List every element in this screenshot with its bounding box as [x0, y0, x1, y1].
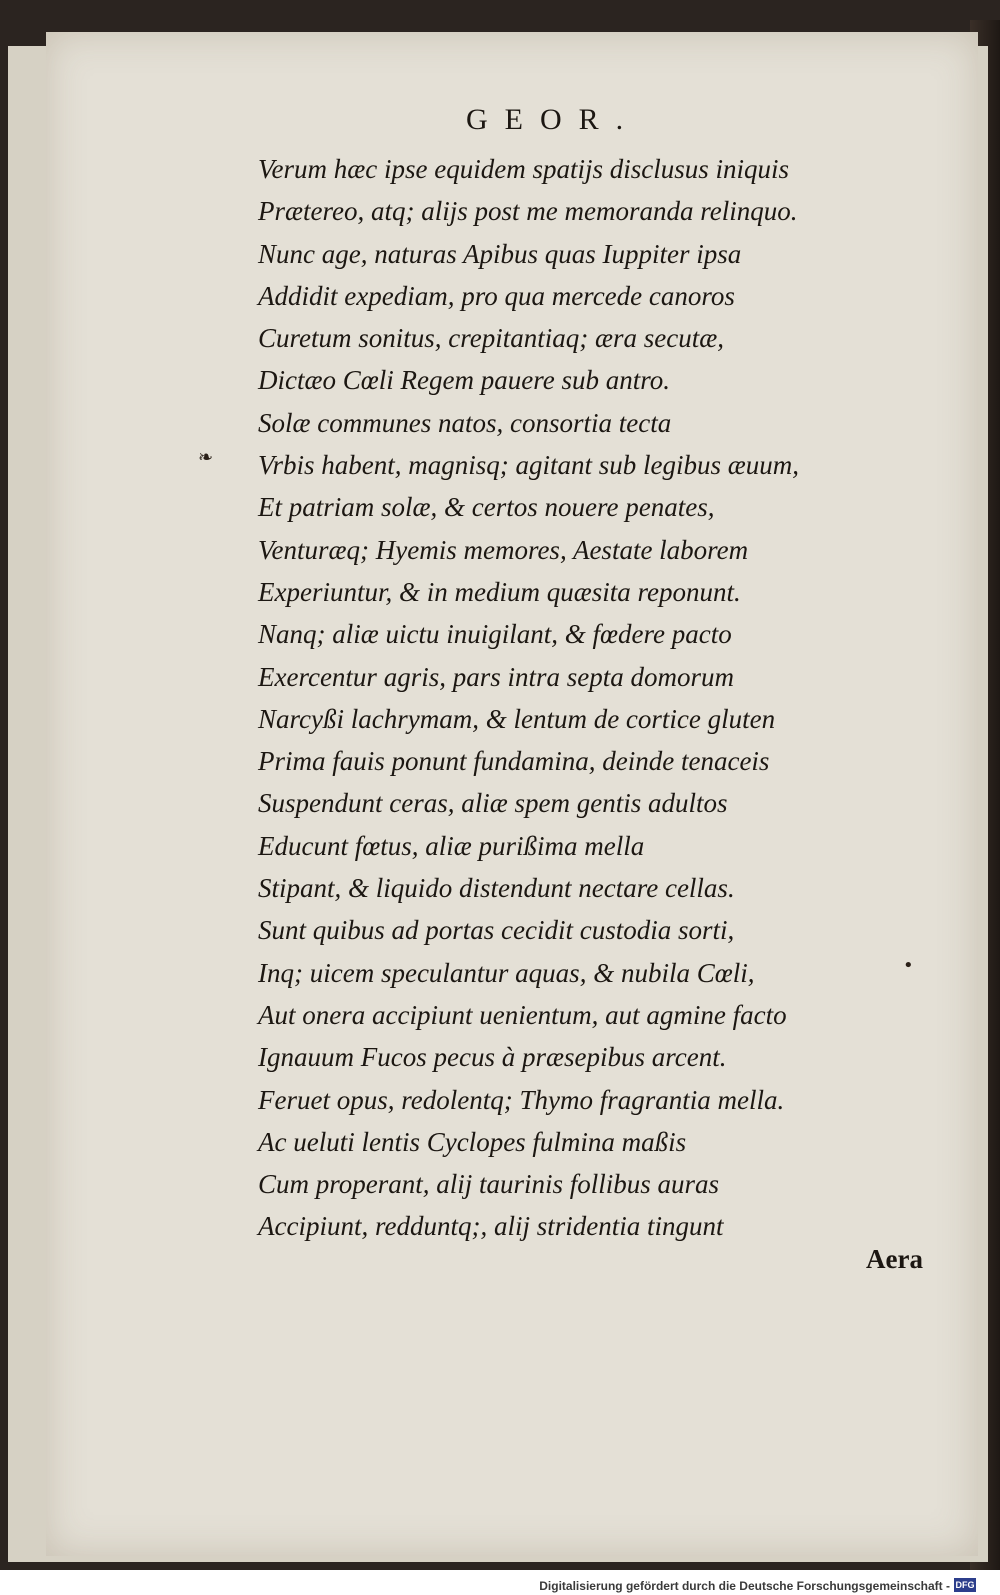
verse-line: Prima fauis ponunt fundamina, deinde tenaceis: [258, 746, 770, 777]
verse-line: Suspendunt ceras, aliæ spem gentis adultos: [258, 788, 728, 819]
catchword: Aera: [866, 1244, 923, 1274]
margin-dot-icon: •: [903, 955, 914, 976]
verse-line: Stipant, & liquido distendunt nectare cellas.: [258, 873, 735, 904]
verse-list: [258, 148, 878, 1248]
verse-line: Vrbis habent, magnisq; agitant sub legibus æuum,: [258, 450, 800, 481]
verse-line: Ac ueluti lentis Cyclopes fulmina maßis: [258, 1126, 687, 1157]
verse-line: Educunt fœtus, aliæ purißima mella: [258, 830, 645, 861]
verse-line: Exercentur agris, pars intra septa domorum: [258, 661, 734, 692]
verse-line: Addidit expediam, pro qua mercede canoros: [258, 280, 735, 311]
verse-line: Nunc age, naturas Apibus quas Iuppiter ipsa: [258, 238, 742, 269]
dfg-logo: DFG: [955, 1580, 975, 1590]
verse-line: Feruet opus, redolentq; Thymo fragrantia mella.: [258, 1084, 785, 1115]
verse-line: Accipiunt, redduntq;, alij stridentia tingunt: [258, 1211, 724, 1242]
verse-line: Ignauum Fucos pecus à præsepibus arcent.: [258, 1042, 727, 1073]
verse-line: Sunt quibus ad portas cecidit custodia sorti,: [258, 915, 735, 946]
verse-line: Prætereo, atq; alijs post me memoranda relinquo.: [258, 196, 798, 227]
verse-line: Solæ communes natos, consortia tecta: [258, 407, 672, 438]
verse-line: Aut onera accipiunt uenientum, aut agmine facto: [258, 999, 787, 1030]
funding-notice: Digitalisierung gefördert durch die Deutsche Forschungsgemeinschaft -: [539, 1579, 950, 1593]
verse-line: Narcyßi lachrymam, & lentum de cortice gluten: [258, 703, 776, 734]
verse-line: Dictæo Cœli Regem pauere sub antro.: [258, 365, 670, 396]
verse-line: Nanq; aliæ uictu inuigilant, & fœdere pacto: [258, 619, 732, 650]
verse-line: Curetum sonitus, crepitantiaq; æra secutæ,: [258, 323, 724, 354]
running-title: GEOR.: [466, 103, 641, 136]
verse-line: Inq; uicem speculantur aquas, & nubila Cœli,: [258, 957, 755, 988]
verse-line: Et patriam solæ, & certos nouere penates,: [258, 492, 715, 523]
verse-line: Cum properant, alij taurinis follibus auras: [258, 1169, 720, 1200]
verse-line: Venturæq; Hyemis memores, Aestate laborem: [258, 534, 749, 565]
verse-line: Experiuntur, & in medium quæsita reponunt.: [258, 576, 741, 607]
margin-marker-icon: ❧: [198, 447, 214, 468]
verse-line: Verum hæc ipse equidem spatijs disclusus iniquis: [258, 154, 789, 184]
